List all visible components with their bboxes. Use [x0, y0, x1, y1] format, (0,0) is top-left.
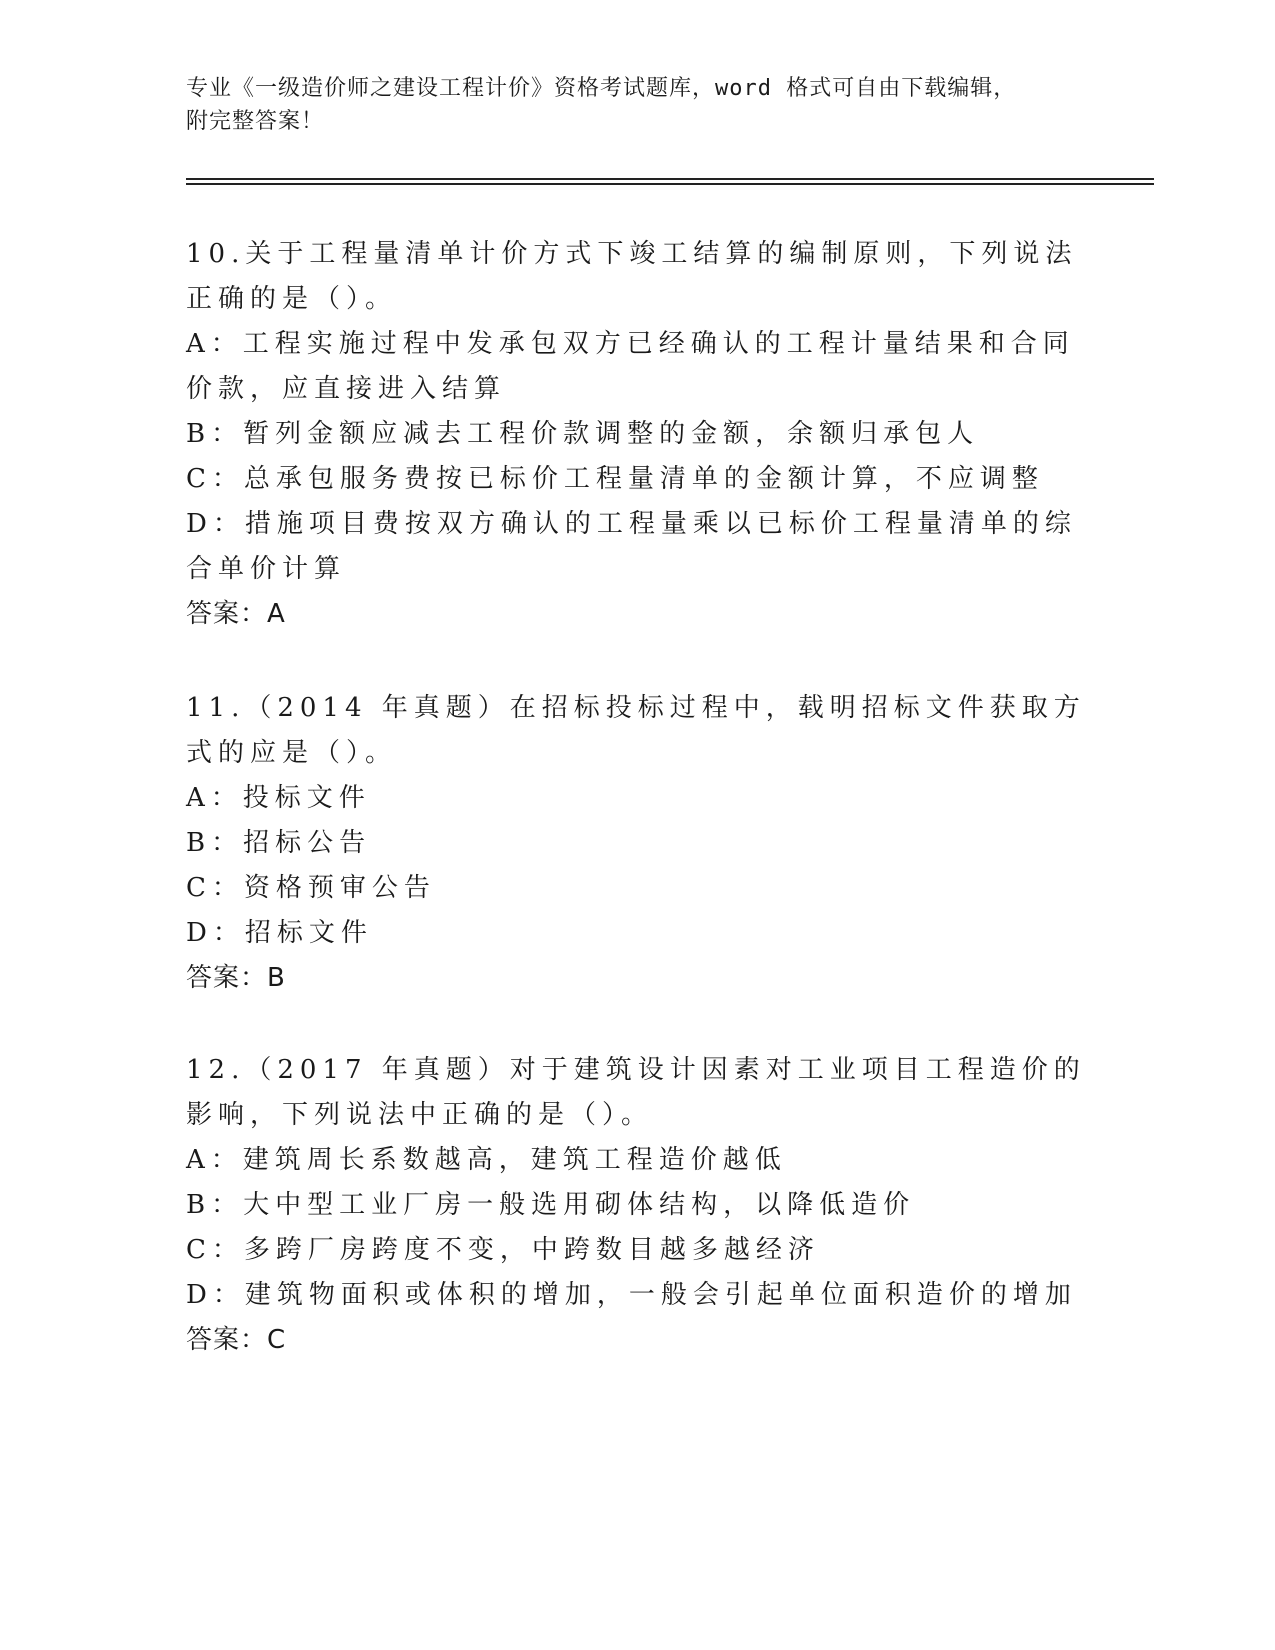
- header-divider-bottom: [186, 183, 1154, 185]
- question-text: 10.关于工程量清单计价方式下竣工结算的编制原则，下列说法正确的是（）。: [186, 239, 1078, 314]
- header-divider-top: [186, 178, 1154, 180]
- question-10: [186, 232, 1086, 637]
- option-b: B：招标公告: [186, 828, 372, 858]
- answer: 答案：A: [186, 599, 286, 629]
- option-d: D：措施项目费按双方确认的工程量乘以已标价工程量清单的综合单价计算: [186, 509, 1077, 584]
- option-c: C：资格预审公告: [186, 873, 436, 903]
- header-line-2: 附完整答案！: [186, 109, 325, 134]
- option-a: A：建筑周长系数越高，建筑工程造价越低: [186, 1145, 787, 1175]
- option-d: D：建筑物面积或体积的增加，一般会引起单位面积造价的增加: [186, 1280, 1077, 1310]
- option-a: A：投标文件: [186, 783, 371, 813]
- option-d: D：招标文件: [186, 918, 373, 948]
- option-c: C：多跨厂房跨度不变，中跨数目越多越经济: [186, 1235, 820, 1265]
- option-b: B：暂列金额应减去工程价款调整的金额，余额归承包人: [186, 419, 980, 449]
- answer: 答案：C: [186, 1325, 287, 1355]
- option-c: C：总承包服务费按已标价工程量清单的金额计算，不应调整: [186, 464, 1044, 494]
- header-line-1: 专业《一级造价师之建设工程计价》资格考试题库，word 格式可自由下载编辑，: [186, 76, 1017, 101]
- question-text: 12.（2017 年真题）对于建筑设计因素对工业项目工程造价的影响，下列说法中正确的是（）。: [186, 1055, 1086, 1130]
- question-text: 11.（2014 年真题）在招标投标过程中，载明招标文件获取方式的应是（）。: [186, 693, 1086, 768]
- question-12: [186, 1048, 1086, 1363]
- question-11: [186, 686, 1086, 1001]
- option-a: A：工程实施过程中发承包双方已经确认的工程计量结果和合同价款，应直接进入结算: [186, 329, 1075, 404]
- answer: 答案：B: [186, 963, 286, 993]
- option-b: B：大中型工业厂房一般选用砌体结构，以降低造价: [186, 1190, 916, 1220]
- document-header: [186, 72, 1066, 138]
